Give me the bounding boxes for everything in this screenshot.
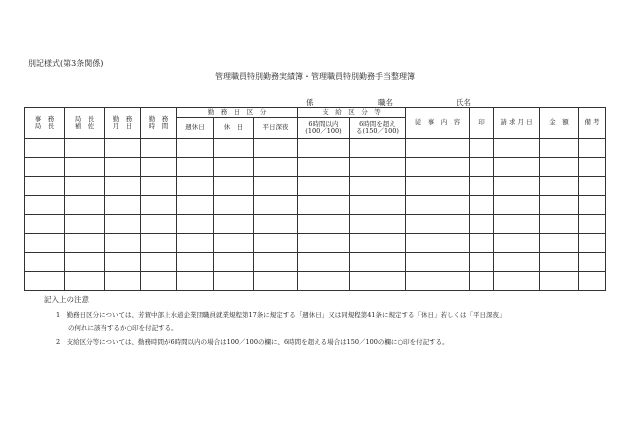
table-row xyxy=(25,139,606,158)
table-cell xyxy=(540,158,579,177)
table-cell xyxy=(141,253,177,272)
header-kinmu-jikan: 勤 務 時 間 xyxy=(141,108,177,139)
header-heijitsu-shinya: 平日深夜 xyxy=(254,118,298,139)
table-cell xyxy=(105,158,141,177)
note-2: 2 支給区分等については、勤務時間が6時間以内の場合は100／100の欄に、6時間を超える場合は150／100の欄に○印を付記する。 xyxy=(56,338,449,346)
table-row xyxy=(25,158,606,177)
table-cell xyxy=(579,253,606,272)
table-cell xyxy=(141,272,177,291)
table-cell xyxy=(25,272,65,291)
table-cell xyxy=(214,196,254,215)
table-cell xyxy=(177,253,214,272)
table-cell xyxy=(65,234,105,253)
table-cell xyxy=(105,215,141,234)
table-cell xyxy=(65,196,105,215)
table-cell xyxy=(579,215,606,234)
table-cell xyxy=(65,177,105,196)
table-cell xyxy=(141,177,177,196)
table-cell xyxy=(470,234,494,253)
table-cell xyxy=(579,272,606,291)
table-cell xyxy=(470,158,494,177)
table-cell xyxy=(25,253,65,272)
table-cell xyxy=(579,196,606,215)
table-row xyxy=(25,253,606,272)
table-cell xyxy=(65,139,105,158)
table-cell xyxy=(579,177,606,196)
table-cell xyxy=(540,139,579,158)
table-row xyxy=(25,196,606,215)
header-6h-over: 6時間を超え る(150／100) xyxy=(350,118,406,139)
table-cell xyxy=(25,234,65,253)
table-cell xyxy=(406,177,470,196)
table-cell xyxy=(579,158,606,177)
table-cell xyxy=(540,177,579,196)
table-cell xyxy=(177,139,214,158)
table-cell xyxy=(214,215,254,234)
table-row xyxy=(25,177,606,196)
table-cell xyxy=(540,234,579,253)
table-row xyxy=(25,272,606,291)
table-cell xyxy=(105,272,141,291)
table-cell xyxy=(214,177,254,196)
header-kyokuchohosa: 局 長 補 佐 xyxy=(65,108,105,139)
table-cell xyxy=(298,253,350,272)
table-cell xyxy=(177,177,214,196)
table-cell xyxy=(494,158,540,177)
table-cell xyxy=(540,253,579,272)
table-cell xyxy=(470,177,494,196)
signature-kakari-label: 係 xyxy=(306,98,314,107)
table-cell xyxy=(298,234,350,253)
table-cell xyxy=(254,234,298,253)
table-cell xyxy=(494,177,540,196)
table-cell xyxy=(141,215,177,234)
table-cell xyxy=(105,177,141,196)
table-cell xyxy=(579,234,606,253)
table-cell xyxy=(25,196,65,215)
header-shikyu-kubun: 支 給 区 分 等 xyxy=(298,108,406,118)
table-cell xyxy=(406,158,470,177)
table-cell xyxy=(298,215,350,234)
table-cell xyxy=(214,253,254,272)
header-in: 印 xyxy=(470,108,494,139)
table-row xyxy=(25,215,606,234)
table-cell xyxy=(406,253,470,272)
table-cell xyxy=(65,253,105,272)
header-jiji-naiyo: 従 事 内 容 xyxy=(406,108,470,139)
table-cell xyxy=(494,215,540,234)
table-cell xyxy=(177,234,214,253)
table-cell xyxy=(494,139,540,158)
table-cell xyxy=(540,196,579,215)
note-1-line-1: 1 勤務日区分については、芳賀中部上水道企業団職員就業規程第17条に規定する「週休日」又は同規程第41条に規定する「休日」若しくは「平日深夜」 xyxy=(56,311,506,319)
table-cell xyxy=(350,234,406,253)
table-cell xyxy=(254,158,298,177)
form-label: 別記様式(第3条関係) xyxy=(28,59,104,68)
table-cell xyxy=(25,158,65,177)
header-jimukyokucho: 事 務 局 長 xyxy=(25,108,65,139)
header-biko: 備 考 xyxy=(579,108,606,139)
table-cell xyxy=(25,177,65,196)
table-cell xyxy=(298,196,350,215)
table-cell xyxy=(406,272,470,291)
table-cell xyxy=(406,215,470,234)
table-cell xyxy=(350,158,406,177)
notes-title: 記入上の注意 xyxy=(44,295,89,304)
table-cell xyxy=(214,158,254,177)
table-cell xyxy=(494,253,540,272)
document-title: 管理職員特別勤務実績簿・管理職員特別勤務手当整理簿 xyxy=(215,72,415,81)
table-cell xyxy=(105,196,141,215)
table-cell xyxy=(406,234,470,253)
header-kingaku: 金 額 xyxy=(540,108,579,139)
table-cell xyxy=(177,196,214,215)
table-cell xyxy=(540,272,579,291)
table-cell xyxy=(350,253,406,272)
table-cell xyxy=(65,158,105,177)
table-cell xyxy=(298,139,350,158)
signature-shimei-label: 氏名 xyxy=(456,98,471,107)
table-cell xyxy=(141,158,177,177)
table-cell xyxy=(350,272,406,291)
table-cell xyxy=(350,177,406,196)
table-cell xyxy=(214,139,254,158)
table-cell xyxy=(141,196,177,215)
table-cell xyxy=(540,215,579,234)
header-kyujitsu: 休 日 xyxy=(214,118,254,139)
signature-shokumei-label: 職名 xyxy=(378,98,393,107)
table-cell xyxy=(177,272,214,291)
header-6h-within: 6時間以内 (100／100) xyxy=(298,118,350,139)
table-cell xyxy=(254,177,298,196)
table-cell xyxy=(494,234,540,253)
table-cell xyxy=(214,234,254,253)
table-cell xyxy=(25,139,65,158)
table-cell xyxy=(177,215,214,234)
table-cell xyxy=(470,196,494,215)
header-kinmubi-kubun: 勤 務 日 区 分 xyxy=(177,108,298,118)
table-cell xyxy=(350,139,406,158)
table-cell xyxy=(579,139,606,158)
table-cell xyxy=(65,272,105,291)
table-cell xyxy=(470,139,494,158)
table-cell xyxy=(65,215,105,234)
table-cell xyxy=(105,253,141,272)
record-table xyxy=(24,107,606,291)
table-cell xyxy=(177,158,214,177)
note-1-line-2: の何れに該当するか○印を付記する。 xyxy=(68,324,178,332)
table-cell xyxy=(350,215,406,234)
table-cell xyxy=(254,215,298,234)
header-seikyu-tsukihi: 請 求 月 日 xyxy=(494,108,540,139)
table-cell xyxy=(214,272,254,291)
table-body xyxy=(25,139,606,291)
table-row xyxy=(25,234,606,253)
table-cell xyxy=(298,158,350,177)
header-shukyujitsu: 週休日 xyxy=(177,118,214,139)
table-cell xyxy=(470,272,494,291)
table-cell xyxy=(494,272,540,291)
table-cell xyxy=(254,196,298,215)
table-cell xyxy=(470,253,494,272)
table-cell xyxy=(254,253,298,272)
table-cell xyxy=(350,196,406,215)
table-cell xyxy=(25,215,65,234)
table-cell xyxy=(406,196,470,215)
table-cell xyxy=(494,196,540,215)
table-cell xyxy=(406,139,470,158)
table-cell xyxy=(470,215,494,234)
table-cell xyxy=(105,139,141,158)
header-kinmu-tsukihi: 勤 務 月 日 xyxy=(105,108,141,139)
table-cell xyxy=(254,272,298,291)
table-cell xyxy=(254,139,298,158)
table-cell xyxy=(105,234,141,253)
table-cell xyxy=(141,234,177,253)
table-cell xyxy=(298,177,350,196)
table-cell xyxy=(141,139,177,158)
table-cell xyxy=(298,272,350,291)
